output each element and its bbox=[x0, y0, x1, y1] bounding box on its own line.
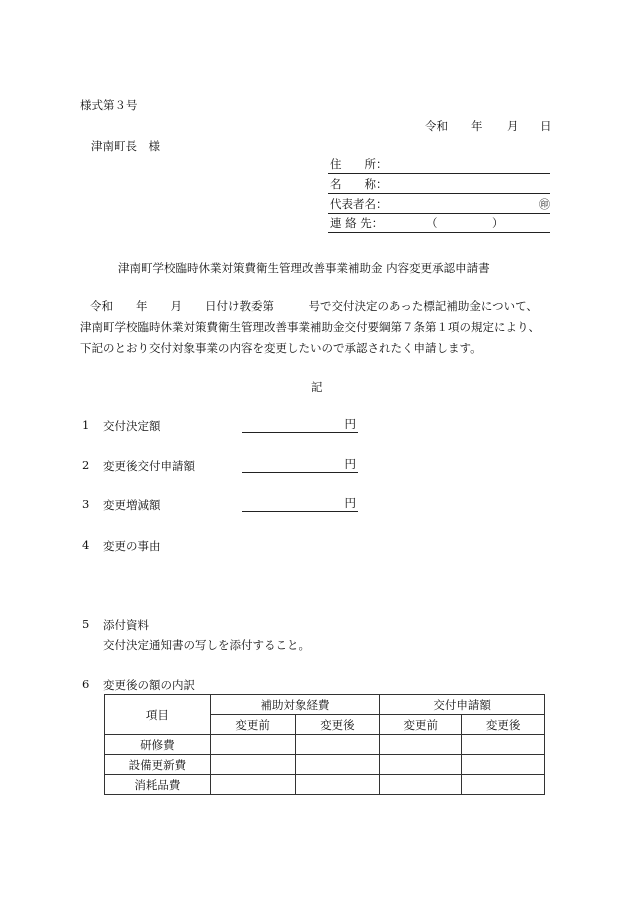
table-cell[interactable] bbox=[380, 755, 462, 775]
item-5-label: 添付資料 bbox=[103, 618, 149, 632]
table-cell[interactable] bbox=[380, 775, 462, 795]
item-3-number: 3 bbox=[82, 497, 90, 511]
yen-unit: 円 bbox=[344, 417, 356, 431]
yen-unit: 円 bbox=[344, 496, 356, 510]
item-4-number: 4 bbox=[82, 538, 90, 552]
table-cell[interactable] bbox=[295, 735, 380, 755]
date-day: 日 bbox=[540, 119, 552, 133]
row-label: 設備更新費 bbox=[105, 755, 211, 775]
date-era: 令和 bbox=[425, 119, 448, 133]
address-field[interactable] bbox=[328, 156, 550, 174]
item-5-note: 交付決定通知書の写しを添付すること。 bbox=[103, 638, 310, 652]
group-header-subsidy: 補助対象経費 bbox=[210, 695, 380, 715]
difference-amount-field[interactable] bbox=[242, 495, 358, 512]
table-cell[interactable] bbox=[380, 735, 462, 755]
body-line-2: 津南町学校臨時休業対策費衛生管理改善事業補助金交付要綱第７条第１項の規定により、 bbox=[80, 320, 540, 334]
col-after: 変更後 bbox=[295, 715, 380, 735]
body-line-3: 下記のとおり交付対象事業の内容を変更したいので承認されたく申請します。 bbox=[80, 341, 482, 355]
name-field[interactable] bbox=[328, 176, 550, 194]
yen-unit: 円 bbox=[344, 457, 356, 471]
name-label: 名 称： bbox=[330, 177, 388, 191]
representative-field[interactable] bbox=[328, 196, 550, 214]
item-1-number: 1 bbox=[82, 418, 90, 432]
row-label: 研修費 bbox=[105, 735, 211, 755]
item-1-label: 交付決定額 bbox=[103, 419, 161, 433]
item-header: 項目 bbox=[105, 695, 211, 735]
ki-heading: 記 bbox=[311, 380, 323, 394]
table-cell[interactable] bbox=[295, 775, 380, 795]
document-title: 津南町学校臨時休業対策費衛生管理改善事業補助金 内容変更承認申請書 bbox=[118, 261, 490, 275]
col-after: 変更後 bbox=[462, 715, 545, 735]
item-5-number: 5 bbox=[82, 617, 90, 631]
item-3-label: 変更増減額 bbox=[103, 498, 161, 512]
table-row bbox=[105, 775, 545, 795]
body-line-1: 令和 年 月 日付け教委第 号で交付決定のあった標記補助金について、 bbox=[90, 299, 538, 313]
decided-amount-field[interactable] bbox=[242, 416, 358, 433]
item-6-label: 変更後の額の内訳 bbox=[103, 678, 195, 692]
table-row bbox=[105, 755, 545, 775]
item-6-number: 6 bbox=[82, 677, 90, 691]
table-cell[interactable] bbox=[295, 755, 380, 775]
contact-label: 連 絡 先： bbox=[330, 216, 384, 230]
contact-paren-close: ） bbox=[492, 216, 504, 230]
table-cell[interactable] bbox=[462, 735, 545, 755]
item-4-label: 変更の事由 bbox=[103, 539, 161, 553]
form-number: 様式第３号 bbox=[80, 98, 138, 112]
item-2-label: 変更後交付申請額 bbox=[103, 459, 195, 473]
revised-amount-field[interactable] bbox=[242, 456, 358, 473]
table-cell[interactable] bbox=[210, 775, 295, 795]
address-label: 住 所： bbox=[330, 157, 388, 171]
col-before: 変更前 bbox=[210, 715, 295, 735]
row-label: 消耗品費 bbox=[105, 775, 211, 795]
representative-label: 代表者名： bbox=[330, 197, 388, 211]
table-cell[interactable] bbox=[210, 735, 295, 755]
breakdown-table bbox=[104, 694, 545, 795]
table-cell[interactable] bbox=[210, 755, 295, 775]
group-header-application: 交付申請額 bbox=[380, 695, 545, 715]
contact-paren-open: （ bbox=[426, 216, 438, 230]
table-row bbox=[105, 735, 545, 755]
date-month: 月 bbox=[507, 119, 519, 133]
addressee: 津南町長 様 bbox=[91, 139, 160, 153]
contact-field[interactable] bbox=[328, 215, 550, 233]
table-cell[interactable] bbox=[462, 775, 545, 795]
seal-mark: ㊞ bbox=[539, 198, 550, 211]
date-year: 年 bbox=[471, 119, 483, 133]
table-cell[interactable] bbox=[462, 755, 545, 775]
col-before: 変更前 bbox=[380, 715, 462, 735]
item-2-number: 2 bbox=[82, 458, 90, 472]
